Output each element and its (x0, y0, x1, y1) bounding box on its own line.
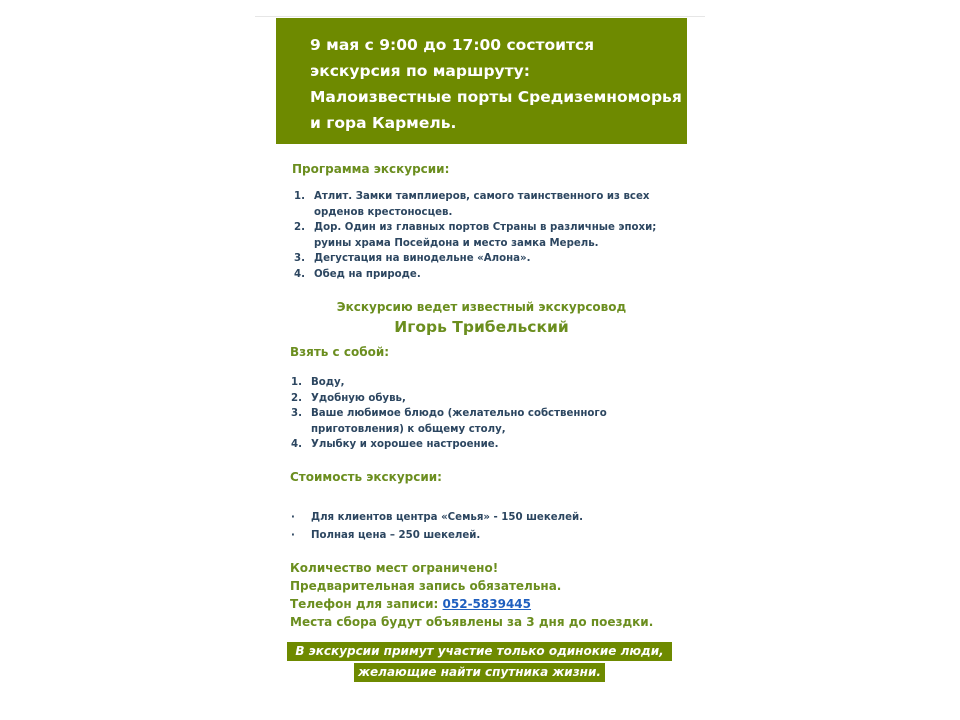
list-item: · Полная цена – 250 шекелей. (291, 527, 583, 545)
bullet-icon: · (291, 530, 295, 541)
list-item: · Для клиентов центра «Семья» - 150 шекелей. (291, 509, 583, 527)
footer-bar-line2: желающие найти спутника жизни. (354, 663, 605, 682)
footer-bar-line1: В экскурсии примут участие только одинокие люди, (287, 642, 672, 661)
cost-list (291, 509, 583, 545)
program-list (294, 189, 656, 282)
header-banner (276, 18, 687, 144)
list-item: 1. Воду, (291, 377, 345, 388)
notes-block (290, 559, 653, 631)
header-line: Малоизвестные порты Средиземноморья (310, 88, 682, 106)
list-item-continuation: приготовления) к общему столу, (311, 423, 506, 435)
phone-link[interactable]: 052-5839445 (442, 597, 531, 611)
bring-list (291, 375, 607, 453)
registration-note: Предварительная запись обязательна. (290, 579, 562, 593)
list-item: 1. Атлит. Замки тамплиеров, самого таинственного из всех (294, 191, 650, 202)
list-item: 4. Улыбку и хорошее настроение. (291, 439, 499, 450)
meeting-note: Места сбора будут объявлены за 3 дня до поездки. (290, 615, 654, 629)
phone-line: Телефон для записи: 052-5839445 (290, 597, 531, 611)
bullet-icon: · (291, 512, 295, 523)
header-line: и гора Кармель. (310, 114, 457, 132)
header-line: 9 мая с 9:00 до 17:00 состоится (310, 36, 595, 54)
list-item: 4. Обед на природе. (294, 268, 421, 280)
cost-title: Стоимость экскурсии: (290, 470, 442, 484)
list-item: 2. Удобную обувь, (291, 392, 406, 404)
header-line: экскурсия по маршруту: (310, 62, 530, 80)
list-item-continuation: орденов крестоносцев. (314, 206, 453, 218)
limited-note: Количество мест ограничено! (290, 561, 499, 575)
bring-title: Взять с собой: (290, 345, 390, 359)
top-divider (255, 16, 705, 17)
guide-intro: Экскурсию ведет известный экскурсовод (336, 300, 627, 314)
list-item: 3. Ваше любимое блюдо (желательно собственного (291, 408, 607, 419)
list-item: 2. Дор. Один из главных портов Страны в различные эпохи; (294, 222, 657, 233)
list-item-continuation: руины храма Посейдона и место замка Мерель. (314, 237, 599, 249)
program-title: Программа экскурсии: (292, 162, 450, 176)
list-item: 3. Дегустация на винодельне «Алона». (294, 253, 531, 264)
guide-name: Игорь Трибельский (394, 318, 569, 336)
